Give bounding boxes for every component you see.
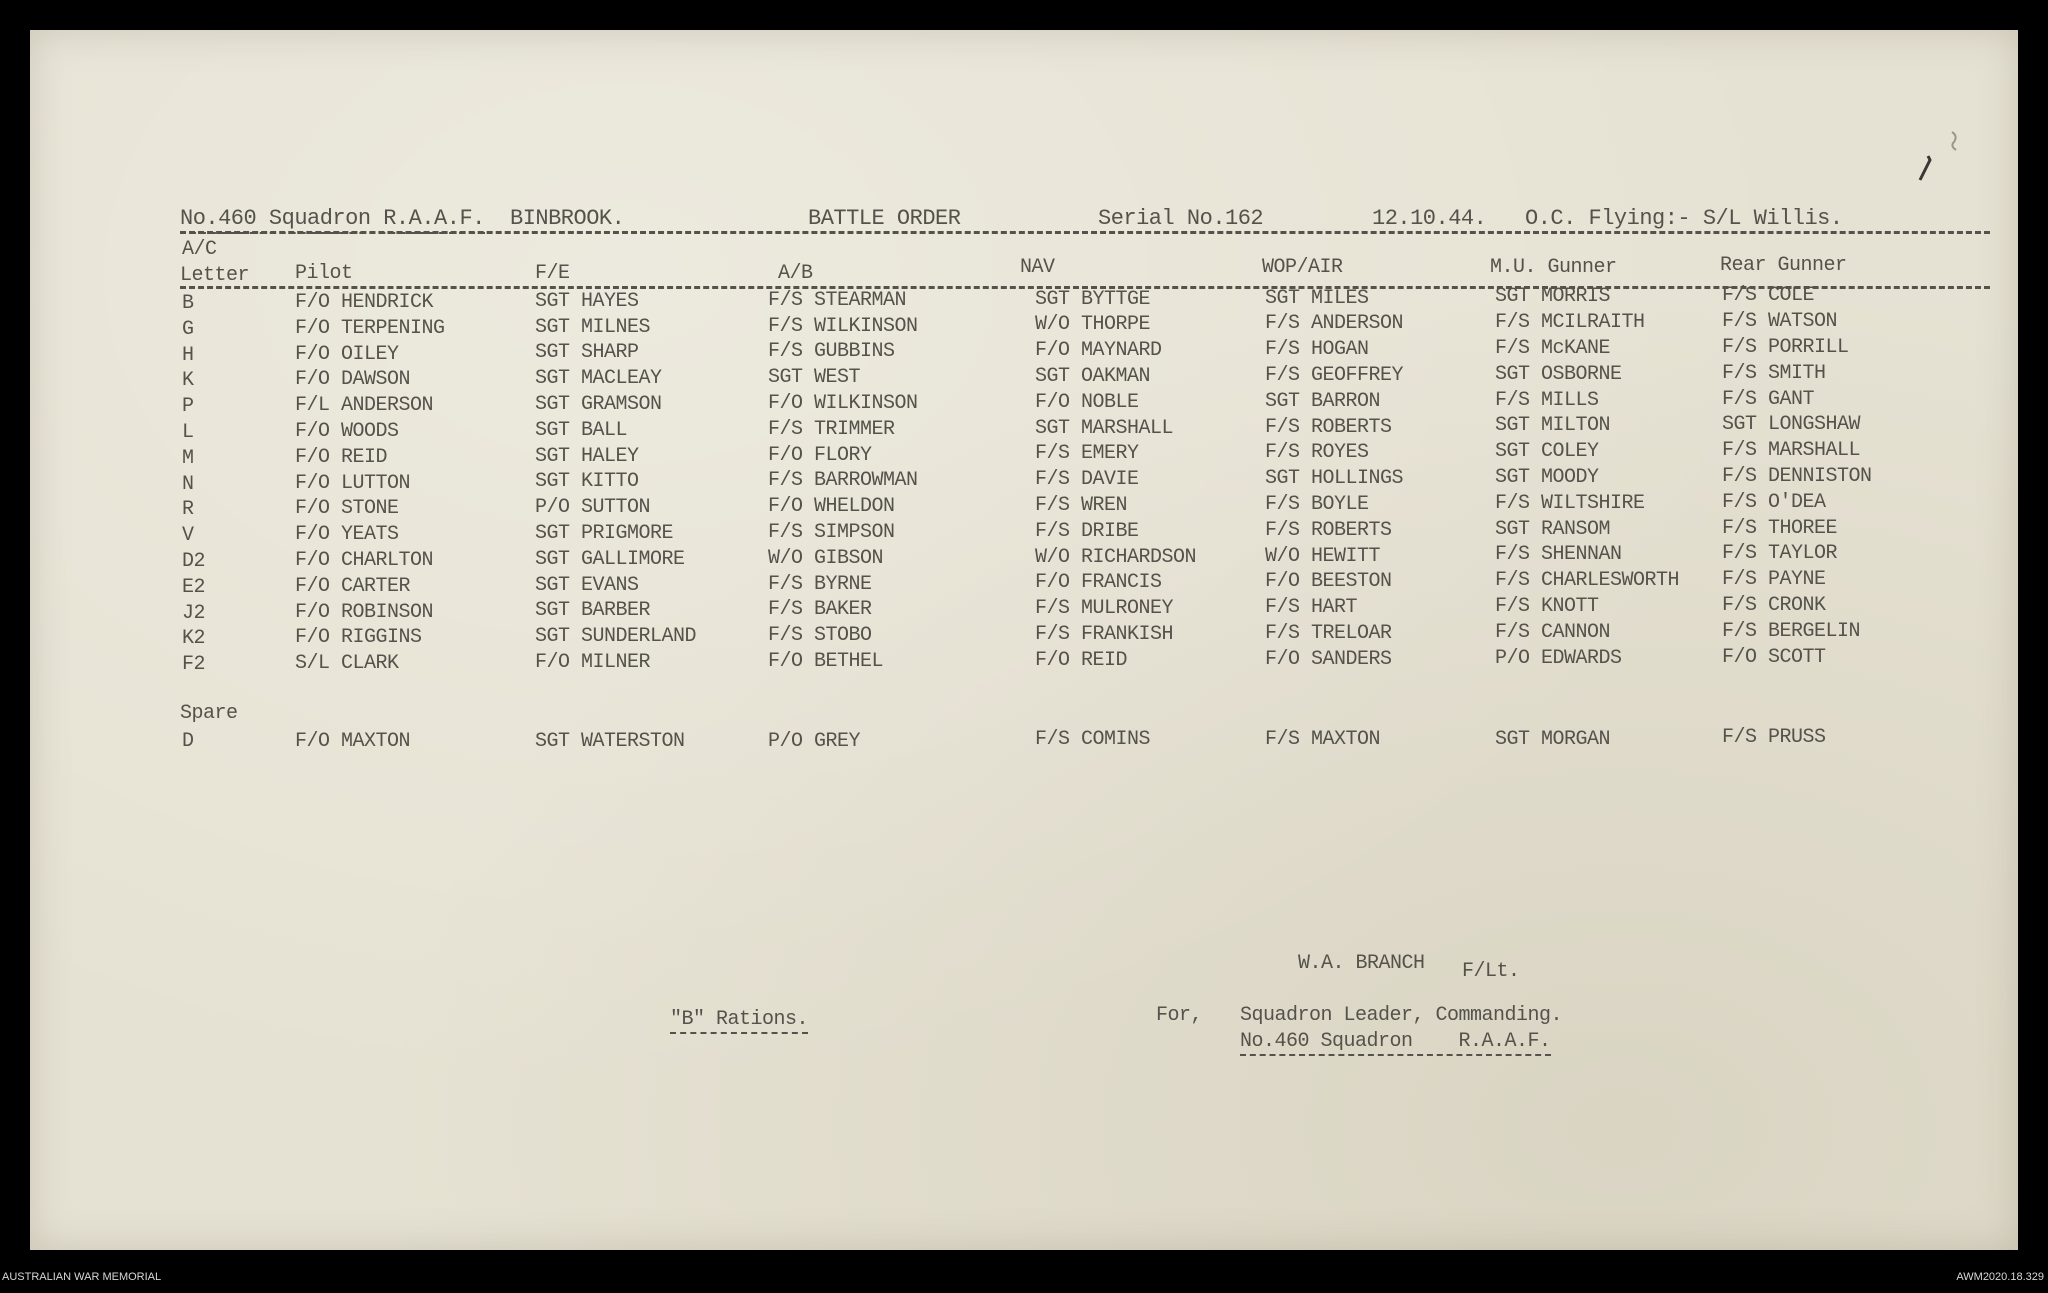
spare-label: Spare: [180, 702, 238, 725]
spare-mu: SGT MORGAN: [1495, 728, 1611, 751]
col-ac-line1: A/C: [182, 238, 217, 261]
spare-letter: D: [182, 730, 194, 753]
crew-wop-cell: F/S HART: [1265, 596, 1358, 620]
crew-nav-cell: F/S DRIBE: [1035, 519, 1139, 543]
signature-rank: F/Lt.: [1462, 960, 1520, 983]
crew-ab-cell: F/S STOBO: [768, 624, 872, 648]
crew-fe-cell: F/O MILNER: [535, 651, 651, 674]
crew-rear-cell: F/S PAYNE: [1722, 568, 1826, 592]
crew-pilot-cell: F/O HENDRICK: [295, 290, 434, 314]
crew-mu-cell: SGT MILTON: [1495, 414, 1611, 438]
crew-wop-cell: F/S ROYES: [1265, 441, 1369, 465]
document-page: [30, 30, 2018, 1250]
col-ab: A/B: [778, 262, 813, 285]
crew-wop-cell: F/O SANDERS: [1265, 647, 1392, 671]
crew-mu-cell: F/S MCILRAITH: [1495, 311, 1645, 335]
crew-ab-cell: W/O GIBSON: [768, 546, 884, 570]
crew-fe-cell: SGT SUNDERLAND: [535, 625, 697, 649]
crew-nav-cell: SGT BYTTGE: [1035, 287, 1151, 311]
crew-pilot-cell: F/O DAWSON: [295, 368, 411, 392]
spare-rear: F/S PRUSS: [1722, 726, 1826, 749]
crew-mu-cell: SGT RANSOM: [1495, 517, 1611, 541]
crew-wop-cell: F/S HOGAN: [1265, 338, 1369, 362]
crew-rear-cell: F/S TAYLOR: [1722, 542, 1838, 566]
crew-rear-cell: F/S MARSHALL: [1722, 439, 1861, 463]
crew-fe-cell: SGT PRIGMORE: [535, 522, 674, 545]
spare-fe: SGT WATERSTON: [535, 730, 685, 753]
col-wop: WOP/AIR: [1262, 256, 1343, 279]
crew-pilot-cell: F/O RIGGINS: [295, 626, 422, 650]
col-rear: Rear Gunner: [1720, 254, 1847, 277]
signature-title: Squadron Leader, Commanding.: [1240, 1004, 1563, 1027]
crew-mu-cell: F/S WILTSHIRE: [1495, 491, 1645, 515]
crew-letter-cell: K2: [182, 627, 206, 651]
crew-pilot-cell: F/O CHARLTON: [295, 548, 434, 572]
crew-nav-cell: F/O NOBLE: [1035, 390, 1139, 414]
crew-letter-cell: D2: [182, 550, 206, 573]
crew-fe-cell: SGT HALEY: [535, 444, 639, 468]
crew-letter-cell: G: [182, 317, 194, 341]
crew-fe-cell: SGT GRAMSON: [535, 393, 662, 416]
crew-wop-cell: F/S TRELOAR: [1265, 621, 1392, 645]
crew-nav-cell: F/O MAYNARD: [1035, 339, 1162, 363]
col-pilot: Pilot: [295, 262, 353, 285]
crew-nav-cell: F/S EMERY: [1035, 442, 1139, 466]
crew-ab-cell: F/S TRIMMER: [768, 417, 895, 441]
header-squadron: No.460 Squadron R.A.A.F.: [180, 206, 485, 234]
crew-wop-cell: SGT BARRON: [1265, 389, 1381, 413]
crew-rear-cell: F/S SMITH: [1722, 361, 1826, 385]
crew-ab-cell: F/S SIMPSON: [768, 520, 895, 544]
crew-nav-cell: F/S FRANKISH: [1035, 623, 1174, 646]
crew-mu-cell: F/S CHARLESWORTH: [1495, 569, 1680, 593]
crew-rear-cell: F/S WATSON: [1722, 310, 1838, 334]
crew-nav-cell: SGT MARSHALL: [1035, 416, 1174, 440]
crew-ab-cell: F/S GUBBINS: [768, 340, 895, 364]
crew-fe-cell: SGT HAYES: [535, 289, 639, 313]
paper-mark-icon: [1910, 120, 1970, 200]
crew-rear-cell: SGT LONGSHAW: [1722, 413, 1861, 437]
crew-nav-cell: F/S DAVIE: [1035, 468, 1139, 492]
header-date: 12.10.44.: [1372, 206, 1487, 231]
crew-wop-cell: F/S BOYLE: [1265, 492, 1369, 516]
crew-mu-cell: F/S McKANE: [1495, 337, 1611, 360]
crew-letter-cell: V: [182, 524, 194, 548]
crew-fe-cell: P/O SUTTON: [535, 496, 651, 520]
crew-fe-cell: SGT GALLIMORE: [535, 547, 685, 571]
crew-wop-cell: F/S ANDERSON: [1265, 312, 1404, 336]
crew-ab-cell: F/S BYRNE: [768, 572, 872, 596]
crew-pilot-cell: F/O STONE: [295, 497, 399, 521]
crew-letter-cell: F2: [182, 653, 206, 677]
header-serial: Serial No.162: [1098, 206, 1264, 231]
rations-note: "B" Rations.: [670, 1008, 808, 1034]
crew-wop-cell: F/O BEESTON: [1265, 570, 1392, 594]
crew-mu-cell: F/S SHENNAN: [1495, 543, 1622, 567]
crew-ab-cell: F/O FLORY: [768, 443, 872, 467]
crew-wop-cell: F/S GEOFFREY: [1265, 363, 1404, 387]
crew-mu-cell: SGT COLEY: [1495, 440, 1599, 464]
crew-mu-cell: F/S MILLS: [1495, 388, 1599, 412]
footer-credit: AUSTRALIAN WAR MEMORIAL: [2, 1271, 162, 1283]
col-fe: F/E: [535, 262, 570, 285]
crew-nav-cell: F/O REID: [1035, 648, 1128, 672]
crew-rear-cell: F/S GANT: [1722, 387, 1815, 411]
header-station: BINBROOK.: [510, 206, 625, 231]
crew-rear-cell: F/S COLE: [1722, 284, 1815, 308]
crew-pilot-cell: F/O OILEY: [295, 342, 399, 366]
footer-accession: AWM2020.18.329: [1956, 1271, 2044, 1283]
crew-mu-cell: SGT OSBORNE: [1495, 362, 1622, 386]
spare-ab: P/O GREY: [768, 730, 861, 753]
crew-fe-cell: SGT KITTO: [535, 470, 639, 494]
crew-fe-cell: SGT BARBER: [535, 599, 651, 623]
crew-wop-cell: SGT MILES: [1265, 286, 1369, 310]
crew-ab-cell: F/S BARROWMAN: [768, 469, 918, 493]
crew-letter-cell: J2: [182, 601, 206, 625]
col-mu: M.U. Gunner: [1490, 256, 1617, 279]
crew-wop-cell: W/O HEWITT: [1265, 544, 1381, 568]
crew-mu-cell: SGT MORRIS: [1495, 285, 1611, 309]
crew-pilot-cell: F/O LUTTON: [295, 471, 411, 495]
crew-pilot-cell: F/O YEATS: [295, 523, 399, 547]
crew-letter-cell: M: [182, 446, 194, 470]
crew-letter-cell: R: [182, 498, 194, 522]
crew-letter-cell: L: [182, 421, 194, 444]
col-nav: NAV: [1020, 256, 1055, 279]
crew-rear-cell: F/S PORRILL: [1722, 335, 1849, 359]
crew-pilot-cell: S/L CLARK: [295, 652, 399, 676]
crew-letter-cell: N: [182, 472, 194, 496]
spare-nav: F/S COMINS: [1035, 728, 1151, 751]
crew-wop-cell: SGT HOLLINGS: [1265, 467, 1404, 491]
crew-mu-cell: P/O EDWARDS: [1495, 646, 1622, 670]
crew-rear-cell: F/S DENNISTON: [1722, 464, 1872, 488]
crew-letter-cell: P: [182, 395, 194, 419]
crew-nav-cell: W/O RICHARDSON: [1035, 545, 1197, 569]
header-rule: [180, 231, 1990, 234]
crew-letter-cell: E2: [182, 575, 206, 599]
crew-mu-cell: SGT MOODY: [1495, 466, 1599, 489]
crew-fe-cell: SGT SHARP: [535, 341, 639, 365]
crew-ab-cell: F/S BAKER: [768, 598, 872, 622]
crew-rear-cell: F/S BERGELIN: [1722, 619, 1861, 643]
header-oc: O.C. Flying:- S/L Willis.: [1525, 206, 1843, 231]
crew-letter-cell: H: [182, 343, 194, 367]
signature-for: For,: [1156, 1004, 1203, 1027]
crew-mu-cell: F/S KNOTT: [1495, 595, 1599, 618]
crew-fe-cell: SGT BALL: [535, 418, 628, 442]
crew-rear-cell: F/S THOREE: [1722, 516, 1838, 540]
spare-wop: F/S MAXTON: [1265, 728, 1381, 751]
crew-ab-cell: SGT WEST: [768, 366, 861, 390]
crew-pilot-cell: F/L ANDERSON: [295, 394, 434, 418]
crew-pilot-cell: F/O REID: [295, 445, 388, 469]
crew-ab-cell: F/O WHELDON: [768, 495, 895, 519]
signature-unit: No.460 Squadron R.A.A.F.: [1240, 1030, 1551, 1056]
crew-nav-cell: F/O FRANCIS: [1035, 571, 1162, 595]
crew-letter-cell: K: [182, 369, 194, 393]
crew-nav-cell: F/S MULRONEY: [1035, 597, 1174, 621]
crew-fe-cell: SGT MACLEAY: [535, 367, 662, 391]
crew-fe-cell: SGT MILNES: [535, 315, 651, 339]
crew-ab-cell: F/S WILKINSON: [768, 314, 918, 338]
crew-ab-cell: F/O BETHEL: [768, 649, 884, 673]
crew-wop-cell: F/S ROBERTS: [1265, 518, 1392, 542]
crew-ab-cell: F/S STEARMAN: [768, 288, 907, 312]
crew-rear-cell: F/S O'DEA: [1722, 490, 1826, 514]
crew-nav-cell: SGT OAKMAN: [1035, 365, 1151, 388]
spare-pilot: F/O MAXTON: [295, 730, 411, 753]
crew-nav-cell: W/O THORPE: [1035, 313, 1151, 337]
signature-name: W.A. BRANCH: [1298, 952, 1425, 975]
crew-pilot-cell: F/O TERPENING: [295, 316, 445, 340]
col-ac-line2: Letter: [180, 264, 250, 287]
crew-pilot-cell: F/O ROBINSON: [295, 600, 434, 624]
crew-fe-cell: SGT EVANS: [535, 573, 639, 597]
crew-rear-cell: F/S CRONK: [1722, 593, 1826, 617]
header-order: BATTLE ORDER: [808, 206, 961, 231]
crew-mu-cell: F/S CANNON: [1495, 620, 1611, 644]
crew-letter-cell: B: [182, 292, 194, 315]
crew-pilot-cell: F/O CARTER: [295, 574, 411, 598]
crew-pilot-cell: F/O WOODS: [295, 419, 399, 443]
crew-nav-cell: F/S WREN: [1035, 494, 1128, 517]
crew-ab-cell: F/O WILKINSON: [768, 391, 918, 415]
crew-wop-cell: F/S ROBERTS: [1265, 415, 1392, 439]
crew-rear-cell: F/O SCOTT: [1722, 645, 1826, 669]
